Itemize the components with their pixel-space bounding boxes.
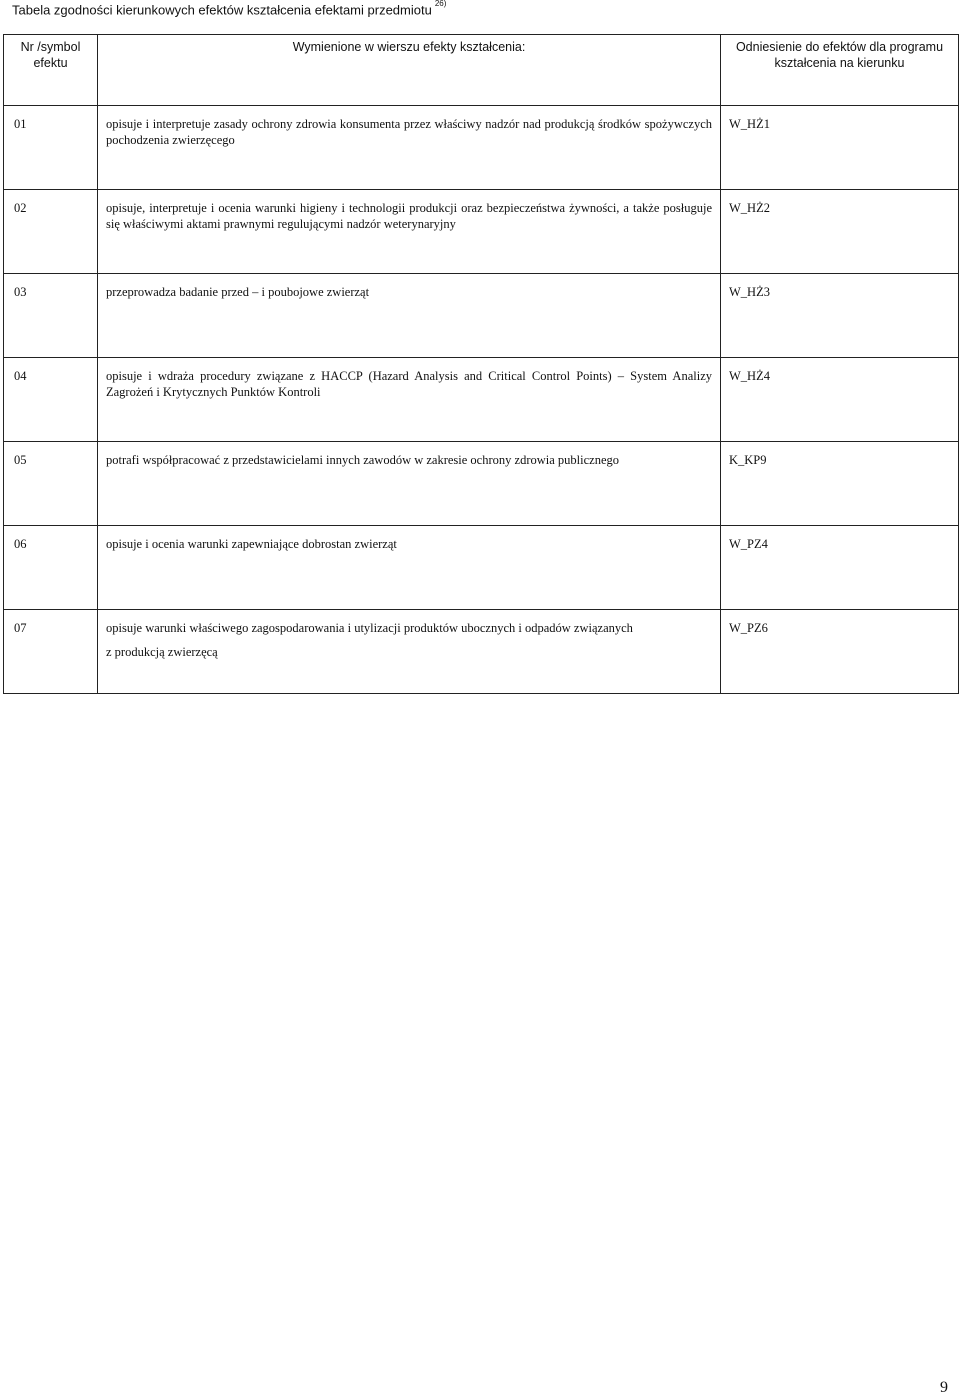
row-text [98,610,721,694]
row-nr: 03 [4,274,98,358]
row-nr: 07 [4,610,98,694]
row-ref: W_HŻ3 [721,274,959,358]
header-ref: Odniesienie do efektów dla programu kształcenia na kierunku [721,35,959,106]
row-text-line-1: opisuje warunki właściwego zagospodarowania i utylizacji produktów ubocznych i odpadów związanych [106,621,633,635]
caption-text: Tabela zgodności kierunkowych efektów kształcenia efektami przedmiotu [12,2,432,18]
table-row [4,610,959,694]
row-nr: 04 [4,358,98,442]
page-number: 9 [940,1379,948,1396]
table-row [4,106,959,190]
row-nr: 01 [4,106,98,190]
table-row [4,274,959,358]
row-text: opisuje i wdraża procedury związane z HACCP (Hazard Analysis and Critical Control Points) – System Analizy Zagrożeń i Krytycznych Punktów Kontroli [98,358,721,442]
row-text: przeprowadza badanie przed – i poubojowe zwierząt [98,274,721,358]
row-ref: K_KP9 [721,442,959,526]
row-nr: 06 [4,526,98,610]
row-text: opisuje i interpretuje zasady ochrony zdrowia konsumenta przez właściwy nadzór nad produkcją środków spożywczych pochodzenia zwierzęcego [98,106,721,190]
row-ref: W_PZ4 [721,526,959,610]
table-row [4,358,959,442]
row-nr: 05 [4,442,98,526]
row-ref: W_HŻ1 [721,106,959,190]
table-caption [12,2,446,17]
row-ref: W_PZ6 [721,610,959,694]
table-row [4,442,959,526]
effects-table [3,34,959,694]
row-text: potrafi współpracować z przedstawicielami innych zawodów w zakresie ochrony zdrowia publicznego [98,442,721,526]
table-header-row [4,35,959,106]
row-text: opisuje, interpretuje i ocenia warunki higieny i technologii produkcji oraz bezpieczeństwa żywności, a także posługuje się właściwymi aktami prawnymi regulującymi nadzór weterynaryjny [98,190,721,274]
row-text-line-2: z produkcją zwierzęcą [106,645,218,659]
header-effects: Wymienione w wierszu efekty kształcenia: [98,35,721,106]
row-ref: W_HŻ4 [721,358,959,442]
caption-footnote: 26) [434,0,447,8]
table-row [4,526,959,610]
row-ref: W_HŻ2 [721,190,959,274]
row-text: opisuje i ocenia warunki zapewniające dobrostan zwierząt [98,526,721,610]
header-nr: Nr /symbol efektu [4,35,98,106]
table-row [4,190,959,274]
row-nr: 02 [4,190,98,274]
